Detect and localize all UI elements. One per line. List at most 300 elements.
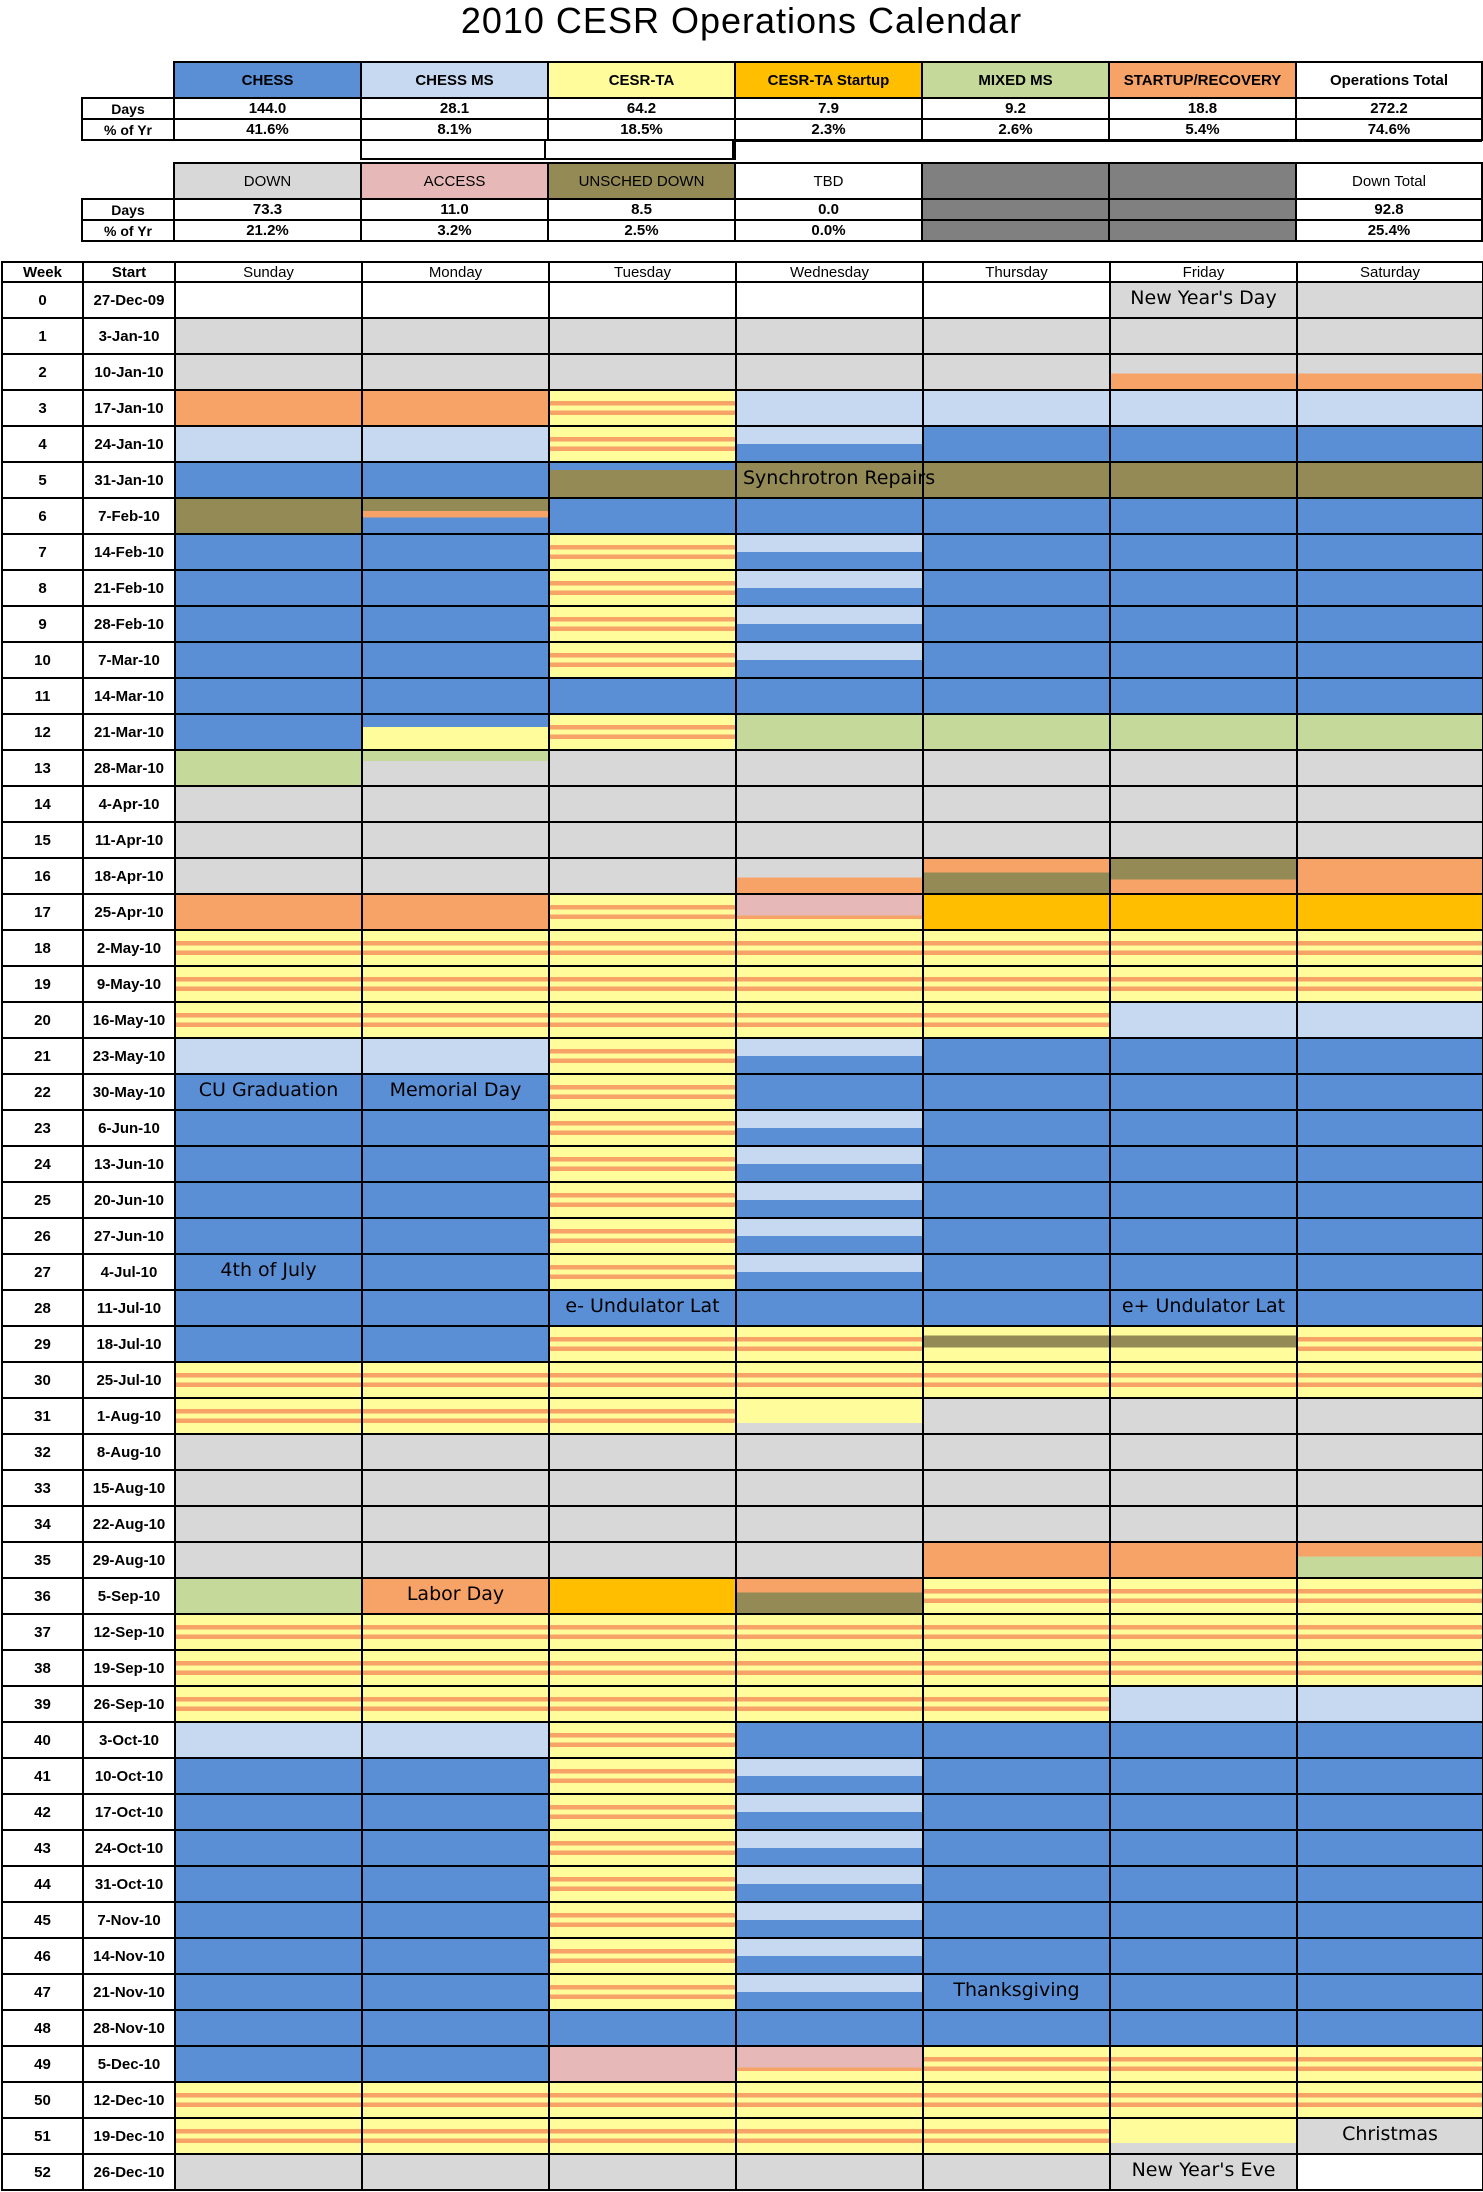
day-cell: [362, 2154, 549, 2190]
week-number: 1: [2, 318, 83, 354]
week-start-date: 23-May-10: [83, 1038, 175, 1074]
day-cell: [923, 1434, 1110, 1470]
spacer-box: [734, 140, 1482, 160]
column-header: Monday: [362, 262, 549, 282]
week-start-date: 13-Jun-10: [83, 1146, 175, 1182]
legend-value: 272.2: [1296, 98, 1482, 119]
week-row: [2, 2082, 1483, 2118]
week-number: 9: [2, 606, 83, 642]
day-cell: [175, 390, 362, 426]
legend-value: 73.3: [174, 199, 361, 220]
day-cell: [1297, 354, 1483, 390]
day-cell: [549, 1506, 736, 1542]
day-cell: [736, 1110, 923, 1146]
day-cell: [923, 1938, 1110, 1974]
day-cell: [362, 1686, 549, 1722]
day-cell: [923, 930, 1110, 966]
day-cell: [362, 1218, 549, 1254]
day-cell: [175, 2154, 362, 2190]
day-cell: [1110, 426, 1297, 462]
day-cell: [175, 1362, 362, 1398]
day-cell: [549, 1686, 736, 1722]
day-cell: [1110, 1902, 1297, 1938]
day-cell: [736, 318, 923, 354]
week-row: [2, 786, 1483, 822]
day-cell: [923, 462, 1110, 498]
week-start-date: 17-Jan-10: [83, 390, 175, 426]
day-cell: [362, 390, 549, 426]
day-cell: [549, 462, 736, 498]
operations-legend: [81, 61, 1483, 141]
week-row: [2, 642, 1483, 678]
day-cell: [1297, 426, 1483, 462]
day-cell: [1110, 1218, 1297, 1254]
calendar-annotation: e- Undulator Lat: [565, 1295, 720, 1317]
week-start-date: 4-Jul-10: [83, 1254, 175, 1290]
day-cell: [175, 2118, 362, 2154]
day-cell: [362, 1326, 549, 1362]
day-cell: [175, 498, 362, 534]
day-cell: [736, 930, 923, 966]
week-start-date: 11-Apr-10: [83, 822, 175, 858]
week-row: [2, 1218, 1483, 1254]
day-cell: [1110, 354, 1297, 390]
day-cell: [549, 858, 736, 894]
week-row: [2, 1974, 1483, 2010]
day-cell: [549, 2118, 736, 2154]
day-cell: [175, 1434, 362, 1470]
day-cell: [736, 2118, 923, 2154]
calendar-annotation: Synchrotron Repairs: [743, 467, 936, 489]
legend-down: DOWN: [174, 163, 361, 199]
day-cell: [1110, 1866, 1297, 1902]
week-start-date: 28-Nov-10: [83, 2010, 175, 2046]
week-start-date: 24-Jan-10: [83, 426, 175, 462]
day-cell: [362, 750, 549, 786]
day-cell: [362, 1146, 549, 1182]
day-cell: [362, 1182, 549, 1218]
day-cell: [1110, 2082, 1297, 2118]
day-cell: [175, 2046, 362, 2082]
day-cell: [362, 1650, 549, 1686]
day-cell: [549, 1470, 736, 1506]
day-cell: [736, 1506, 923, 1542]
day-cell: [736, 1002, 923, 1038]
week-row: [2, 1758, 1483, 1794]
day-cell: [1110, 498, 1297, 534]
day-cell: [923, 1146, 1110, 1182]
column-header: Start: [83, 262, 175, 282]
week-number: 27: [2, 1254, 83, 1290]
legend-value: 41.6%: [174, 119, 361, 140]
week-number: 10: [2, 642, 83, 678]
week-row: [2, 1182, 1483, 1218]
week-start-date: 28-Mar-10: [83, 750, 175, 786]
day-cell: [362, 1398, 549, 1434]
week-row: [2, 1650, 1483, 1686]
week-number: 24: [2, 1146, 83, 1182]
day-cell: [736, 750, 923, 786]
day-cell: [1297, 462, 1483, 498]
day-cell: [175, 1326, 362, 1362]
week-number: 13: [2, 750, 83, 786]
day-cell: [736, 1074, 923, 1110]
legend-value: 74.6%: [1296, 119, 1482, 140]
day-cell: [736, 1938, 923, 1974]
day-cell: [549, 1254, 736, 1290]
week-number: 40: [2, 1722, 83, 1758]
week-start-date: 21-Nov-10: [83, 1974, 175, 2010]
calendar-annotation: New Year's Eve: [1131, 2159, 1276, 2181]
day-cell: [1297, 1542, 1483, 1578]
week-row: [2, 1074, 1483, 1110]
day-cell: [1110, 1794, 1297, 1830]
week-row: [2, 282, 1483, 318]
week-start-date: 26-Dec-10: [83, 2154, 175, 2190]
day-cell: [1297, 2046, 1483, 2082]
day-cell: [362, 570, 549, 606]
week-start-date: 2-May-10: [83, 930, 175, 966]
day-cell: [175, 2010, 362, 2046]
day-cell: [175, 1146, 362, 1182]
legend-value: 2.3%: [735, 119, 922, 140]
day-cell: [1297, 1902, 1483, 1938]
day-cell: [175, 1470, 362, 1506]
day-cell: [549, 1182, 736, 1218]
day-cell: [1297, 534, 1483, 570]
day-cell: [736, 1722, 923, 1758]
day-cell: [175, 786, 362, 822]
day-cell: [736, 498, 923, 534]
week-number: 48: [2, 2010, 83, 2046]
week-start-date: 9-May-10: [83, 966, 175, 1002]
day-cell: [1297, 1038, 1483, 1074]
week-number: 21: [2, 1038, 83, 1074]
day-cell: [736, 1398, 923, 1434]
day-cell: [1297, 1578, 1483, 1614]
day-cell: [175, 1290, 362, 1326]
day-cell: [549, 1326, 736, 1362]
day-cell: [175, 606, 362, 642]
day-cell: [1110, 714, 1297, 750]
day-cell: [549, 606, 736, 642]
week-row: [2, 1506, 1483, 1542]
legend-value: [922, 220, 1109, 241]
day-cell: [549, 1038, 736, 1074]
day-cell: [1110, 822, 1297, 858]
day-cell: [1297, 1254, 1483, 1290]
week-start-date: 21-Feb-10: [83, 570, 175, 606]
legend-value: 0.0%: [735, 220, 922, 241]
day-cell: [923, 858, 1110, 894]
day-cell: [1110, 1506, 1297, 1542]
legend-value: 64.2: [548, 98, 735, 119]
week-row: [2, 1794, 1483, 1830]
legend-value: [922, 199, 1109, 220]
day-cell: [362, 930, 549, 966]
week-row: [2, 966, 1483, 1002]
calendar-annotation: Memorial Day: [389, 1079, 522, 1101]
legend-startup-recovery: STARTUP/RECOVERY: [1109, 62, 1296, 98]
week-row: [2, 570, 1483, 606]
legend-value: 21.2%: [174, 220, 361, 241]
day-cell: [736, 1146, 923, 1182]
day-cell: [1110, 678, 1297, 714]
legend-corner: [82, 62, 174, 98]
week-number: 36: [2, 1578, 83, 1614]
week-number: 14: [2, 786, 83, 822]
day-cell: [362, 1110, 549, 1146]
day-cell: [923, 2082, 1110, 2118]
day-cell: [923, 2154, 1110, 2190]
day-cell: [1110, 1362, 1297, 1398]
day-cell: [736, 2082, 923, 2118]
day-cell: [175, 1614, 362, 1650]
week-row: [2, 1434, 1483, 1470]
week-number: 2: [2, 354, 83, 390]
week-number: 50: [2, 2082, 83, 2118]
week-number: 16: [2, 858, 83, 894]
day-cell: [175, 858, 362, 894]
day-cell: [362, 714, 549, 750]
day-cell: [736, 1794, 923, 1830]
legend-pct-label: % of Yr: [82, 220, 174, 241]
day-cell: [1297, 642, 1483, 678]
week-row: [2, 822, 1483, 858]
day-cell: [923, 1110, 1110, 1146]
day-cell: [1110, 1002, 1297, 1038]
day-cell: [1297, 966, 1483, 1002]
day-cell: [1297, 1326, 1483, 1362]
day-cell: [736, 1362, 923, 1398]
spacer-box: [360, 140, 546, 160]
day-cell: [549, 1614, 736, 1650]
day-cell: [362, 1542, 549, 1578]
week-start-date: 16-May-10: [83, 1002, 175, 1038]
legend-value: 0.0: [735, 199, 922, 220]
day-cell: [736, 822, 923, 858]
day-cell: [1297, 750, 1483, 786]
day-cell: [1297, 2154, 1483, 2190]
day-cell: [736, 1578, 923, 1614]
week-number: 8: [2, 570, 83, 606]
day-cell: [175, 1110, 362, 1146]
day-cell: [736, 858, 923, 894]
day-cell: [1110, 1722, 1297, 1758]
week-row: [2, 1614, 1483, 1650]
day-cell: [362, 534, 549, 570]
day-cell: [362, 1974, 549, 2010]
week-number: 20: [2, 1002, 83, 1038]
day-cell: [923, 1326, 1110, 1362]
week-start-date: 10-Oct-10: [83, 1758, 175, 1794]
day-cell: [175, 570, 362, 606]
day-cell: [549, 1794, 736, 1830]
day-cell: [1110, 1110, 1297, 1146]
day-cell: [1297, 282, 1483, 318]
day-cell: [736, 2154, 923, 2190]
week-start-date: 3-Oct-10: [83, 1722, 175, 1758]
week-start-date: 14-Feb-10: [83, 534, 175, 570]
calendar-annotation: New Year's Day: [1130, 287, 1277, 309]
day-cell: [175, 1902, 362, 1938]
day-cell: [923, 282, 1110, 318]
day-cell: [175, 714, 362, 750]
legend-value: [1109, 220, 1296, 241]
day-cell: [1110, 1578, 1297, 1614]
day-cell: [362, 1074, 549, 1110]
week-start-date: 28-Feb-10: [83, 606, 175, 642]
week-number: 39: [2, 1686, 83, 1722]
day-cell: [923, 1650, 1110, 1686]
day-cell: [1110, 966, 1297, 1002]
day-cell: [923, 750, 1110, 786]
day-cell: [362, 1938, 549, 1974]
day-cell: [1110, 1830, 1297, 1866]
day-cell: [1297, 390, 1483, 426]
day-cell: [736, 1254, 923, 1290]
day-cell: [1297, 1110, 1483, 1146]
day-cell: [923, 1254, 1110, 1290]
day-cell: [923, 1794, 1110, 1830]
day-cell: [736, 2010, 923, 2046]
day-cell: [923, 390, 1110, 426]
week-row: [2, 1110, 1483, 1146]
week-number: 19: [2, 966, 83, 1002]
week-number: 18: [2, 930, 83, 966]
column-header: Thursday: [923, 262, 1110, 282]
legend-value: 8.1%: [361, 119, 548, 140]
day-cell: [175, 1398, 362, 1434]
day-cell: [1297, 894, 1483, 930]
week-row: [2, 1866, 1483, 1902]
day-cell: [923, 1290, 1110, 1326]
day-cell: [549, 426, 736, 462]
day-cell: [549, 1002, 736, 1038]
day-cell: [549, 1362, 736, 1398]
day-cell: [736, 1866, 923, 1902]
week-start-date: 12-Sep-10: [83, 1614, 175, 1650]
week-row: [2, 2154, 1483, 2190]
day-cell: [923, 2046, 1110, 2082]
week-number: 32: [2, 1434, 83, 1470]
day-cell: [923, 1470, 1110, 1506]
legend-chess-ms: CHESS MS: [361, 62, 548, 98]
week-start-date: 30-May-10: [83, 1074, 175, 1110]
day-cell: [175, 1218, 362, 1254]
day-cell: [736, 642, 923, 678]
week-start-date: 21-Mar-10: [83, 714, 175, 750]
day-cell: [362, 1722, 549, 1758]
week-row: [2, 1326, 1483, 1362]
legend-cesr-ta: CESR-TA: [548, 62, 735, 98]
legend-value: 18.5%: [548, 119, 735, 140]
day-cell: [1110, 750, 1297, 786]
day-cell: [175, 1974, 362, 2010]
day-cell: [549, 1218, 736, 1254]
day-cell: [736, 426, 923, 462]
day-cell: [362, 1038, 549, 1074]
week-row: [2, 750, 1483, 786]
week-start-date: 27-Dec-09: [83, 282, 175, 318]
day-cell: [175, 930, 362, 966]
day-cell: [362, 1866, 549, 1902]
day-cell: [923, 678, 1110, 714]
day-cell: [175, 1542, 362, 1578]
week-number: 45: [2, 1902, 83, 1938]
day-cell: [1297, 1218, 1483, 1254]
day-cell: [175, 354, 362, 390]
week-number: 42: [2, 1794, 83, 1830]
day-cell: [1110, 1434, 1297, 1470]
day-cell: [362, 1362, 549, 1398]
day-cell: [362, 858, 549, 894]
week-number: 29: [2, 1326, 83, 1362]
day-cell: [175, 462, 362, 498]
legend-days-label: Days: [82, 199, 174, 220]
week-row: [2, 1830, 1483, 1866]
day-cell: [175, 1686, 362, 1722]
week-row: [2, 2010, 1483, 2046]
week-number: 43: [2, 1830, 83, 1866]
day-cell: [362, 1578, 549, 1614]
week-number: 37: [2, 1614, 83, 1650]
week-start-date: 25-Apr-10: [83, 894, 175, 930]
day-cell: [736, 462, 936, 498]
week-start-date: 14-Nov-10: [83, 1938, 175, 1974]
day-cell: [175, 1722, 362, 1758]
week-number: 30: [2, 1362, 83, 1398]
day-cell: [1297, 498, 1483, 534]
day-cell: [923, 1578, 1110, 1614]
day-cell: [923, 1614, 1110, 1650]
day-cell: [175, 1758, 362, 1794]
calendar-annotation: CU Graduation: [198, 1079, 339, 1101]
day-cell: [923, 1182, 1110, 1218]
legend-down-total: Down Total: [1296, 163, 1482, 199]
spacer-box: [546, 140, 734, 160]
day-cell: [736, 1470, 923, 1506]
legend-grey: [1109, 163, 1296, 199]
day-cell: [923, 1506, 1110, 1542]
legend-corner: [82, 163, 174, 199]
day-cell: [923, 1974, 1110, 2010]
day-cell: [1297, 1830, 1483, 1866]
week-number: 47: [2, 1974, 83, 2010]
week-row: [2, 1002, 1483, 1038]
day-cell: [923, 1398, 1110, 1434]
day-cell: [1110, 858, 1297, 894]
week-number: 52: [2, 2154, 83, 2190]
week-number: 5: [2, 462, 83, 498]
week-row: [2, 426, 1483, 462]
legend-unsched-down: UNSCHED DOWN: [548, 163, 735, 199]
day-cell: [1110, 1326, 1297, 1362]
day-cell: [736, 678, 923, 714]
day-cell: [549, 966, 736, 1002]
column-header: Wednesday: [736, 262, 923, 282]
week-start-date: 29-Aug-10: [83, 1542, 175, 1578]
week-start-date: 26-Sep-10: [83, 1686, 175, 1722]
day-cell: [1297, 1398, 1483, 1434]
week-start-date: 17-Oct-10: [83, 1794, 175, 1830]
week-row: [2, 1146, 1483, 1182]
week-number: 23: [2, 1110, 83, 1146]
day-cell: [549, 1830, 736, 1866]
day-cell: [923, 2118, 1110, 2154]
day-cell: [923, 1218, 1110, 1254]
legend-value: 11.0: [361, 199, 548, 220]
